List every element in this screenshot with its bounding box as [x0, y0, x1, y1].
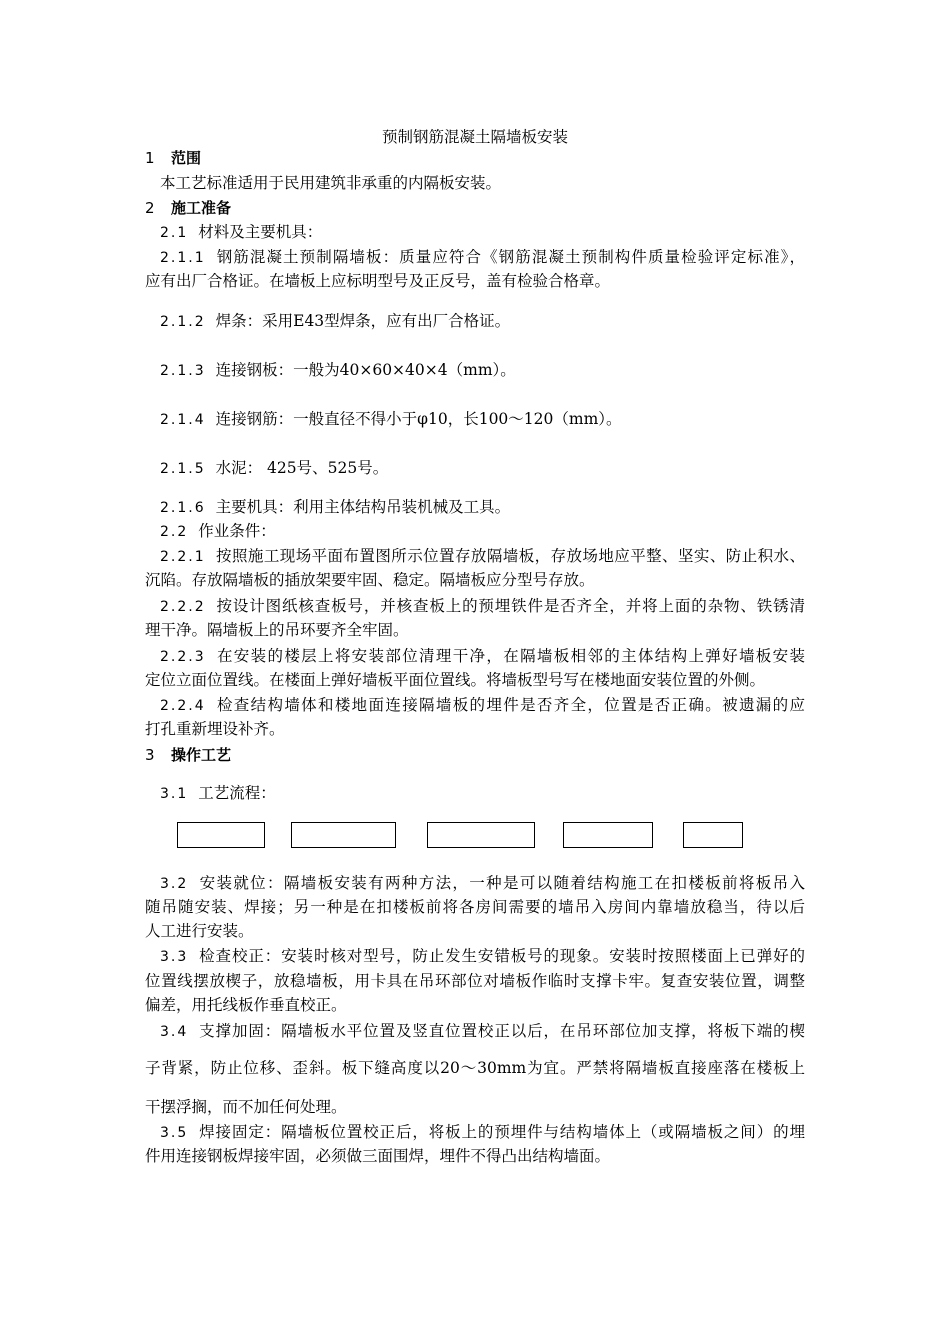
para-number: 2.1.4	[160, 412, 206, 428]
para-number: 3.5	[160, 1125, 189, 1141]
section-title: 施工准备	[171, 199, 232, 217]
para-text: 焊接固定：隔墙板位置校正后，将板上的预埋件与结构墙体上（或隔墙板之间）的埋	[198, 1123, 805, 1141]
para-number: 2.1.1	[160, 250, 206, 266]
para-text: 作业条件：	[198, 522, 276, 540]
para-3-1	[160, 782, 276, 805]
section-title: 操作工艺	[171, 746, 232, 764]
para-text: 连接钢筋：一般直径不得小于φ10，长100～120（mm）。	[215, 410, 622, 428]
para-2-1-5	[160, 457, 388, 480]
para-number: 2.1.3	[160, 363, 206, 379]
para-number: 3.1	[160, 786, 189, 802]
para-text: 按设计图纸核查板号，并核查板上的预埋铁件是否齐全，并将上面的杂物、铁锈清	[215, 597, 805, 615]
para-number: 2.2.4	[160, 698, 206, 714]
para-number: 2.1	[160, 225, 189, 241]
section-number: 2	[145, 199, 155, 217]
para-number: 2.2.1	[160, 549, 206, 565]
para-number: 2.2.2	[160, 599, 206, 615]
para-text: 检查校正：安装时核对型号，防止发生安错板号的现象。安装时按照楼面上已弹好的	[198, 947, 805, 965]
para-2-2-2-line1	[160, 595, 805, 618]
para-2-2-4-line2: 打孔重新埋设补齐。	[145, 720, 285, 738]
para-3-4-line1	[160, 1020, 805, 1043]
para-number: 2.1.6	[160, 500, 206, 516]
para-text: 水泥： 425号、525号。	[215, 459, 389, 477]
para-number: 3.4	[160, 1024, 189, 1040]
flow-arrow	[268, 822, 288, 848]
section-2-heading	[145, 197, 231, 219]
para-text: 钢筋混凝土预制隔墙板：质量应符合《钢筋混凝土预制构件质量检验评定标准》，	[215, 248, 805, 266]
para-3-2-line2: 随吊随安装、焊接；另一种是在扣楼板前将各房间需要的墙吊入房间内靠墙放稳当，待以后	[145, 898, 805, 916]
para-text: 在安装的楼层上将安装部位清理干净，在隔墙板相邻的主体结构上弹好墙板安装	[215, 647, 805, 665]
para-text: 支撑加固：隔墙板水平位置及竖直位置校正以后，在吊环部位加支撑，将板下端的楔	[198, 1022, 805, 1040]
para-number: 3.3	[160, 949, 189, 965]
document-title: 预制钢筋混凝土隔墙板安装	[381, 128, 568, 146]
para-2-1-3	[160, 359, 516, 382]
para-2-1-1-line2: 应有出厂合格证。在墙板上应标明型号及正反号，盖有检验合格章。	[145, 272, 611, 290]
flow-step	[563, 822, 653, 848]
para-2-1-2	[160, 310, 510, 333]
section-1-text: 本工艺标准适用于民用建筑非承重的内隔板安装。	[160, 174, 502, 192]
para-number: 2.2.3	[160, 649, 206, 665]
section-title: 范围	[171, 149, 202, 167]
flow-step	[177, 822, 265, 848]
para-number: 3.2	[160, 876, 189, 892]
para-3-2-line1	[160, 872, 805, 895]
para-3-2-line3: 人工进行安装。	[145, 922, 254, 940]
para-text: 安装就位：隔墙板安装有两种方法，一种是可以随着结构施工在扣楼板前将板吊入	[198, 874, 805, 892]
section-1-heading	[145, 147, 201, 169]
para-3-4-line3: 干摆浮搁，而不加任何处理。	[145, 1098, 347, 1116]
section-3-heading	[145, 744, 231, 766]
para-number: 2.2	[160, 524, 189, 540]
para-3-3-line2: 位置线摆放楔子，放稳墙板，用卡具在吊环部位对墙板作临时支撑卡牢。复查安装位置，调整	[145, 972, 805, 990]
para-text: 材料及主要机具：	[198, 223, 323, 241]
section-number: 3	[145, 746, 155, 764]
section-number: 1	[145, 149, 155, 167]
para-3-4-line2: 子背紧，防止位移、歪斜。板下缝高度以20～30mm为宜。严禁将隔墙板直接座落在楼板上	[145, 1059, 805, 1077]
para-2-2-1-line1	[160, 545, 805, 568]
para-2-2-2-line2: 理干净。隔墙板上的吊环要齐全牢固。	[145, 621, 409, 639]
para-2-2-3-line2: 定位立面位置线。在楼面上弹好墙板平面位置线。将墙板型号写在楼地面安装位置的外侧。	[145, 671, 766, 689]
flow-arrow	[402, 822, 422, 848]
para-2-1-4	[160, 408, 622, 431]
para-3-5-line2: 件用连接钢板焊接牢固，必须做三面围焊，埋件不得凸出结构墙面。	[145, 1147, 611, 1165]
para-text: 连接钢板：一般为40×60×40×4（mm）。	[215, 361, 516, 379]
para-text: 检查结构墙体和楼地面连接隔墙板的埋件是否齐全，位置是否正确。被遗漏的应	[215, 696, 805, 714]
para-2-2	[160, 520, 276, 543]
para-text: 焊条：采用E43型焊条，应有出厂合格证。	[215, 312, 511, 330]
para-2-1-6	[160, 496, 510, 519]
para-3-3-line3: 偏差，用托线板作垂直校正。	[145, 996, 347, 1014]
flow-arrow	[538, 822, 558, 848]
para-number: 2.1.5	[160, 461, 206, 477]
para-3-5-line1	[160, 1121, 805, 1144]
flow-step	[683, 822, 743, 848]
para-2-2-3-line1	[160, 645, 805, 668]
flow-arrow	[657, 822, 677, 848]
para-number: 2.1.2	[160, 314, 206, 330]
para-2-2-4-line1	[160, 694, 805, 717]
para-3-3-line1	[160, 945, 805, 968]
para-text: 工艺流程：	[198, 784, 276, 802]
flow-step	[291, 822, 396, 848]
para-2-2-1-line2: 沉陷。存放隔墙板的插放架要牢固、稳定。隔墙板应分型号存放。	[145, 571, 595, 589]
para-2-1	[160, 221, 322, 244]
para-text: 主要机具：利用主体结构吊装机械及工具。	[215, 498, 511, 516]
flow-step	[427, 822, 535, 848]
para-2-1-1-line1	[160, 246, 805, 269]
para-text: 按照施工现场平面布置图所示位置存放隔墙板，存放场地应平整、坚实、防止积水、	[215, 547, 805, 565]
